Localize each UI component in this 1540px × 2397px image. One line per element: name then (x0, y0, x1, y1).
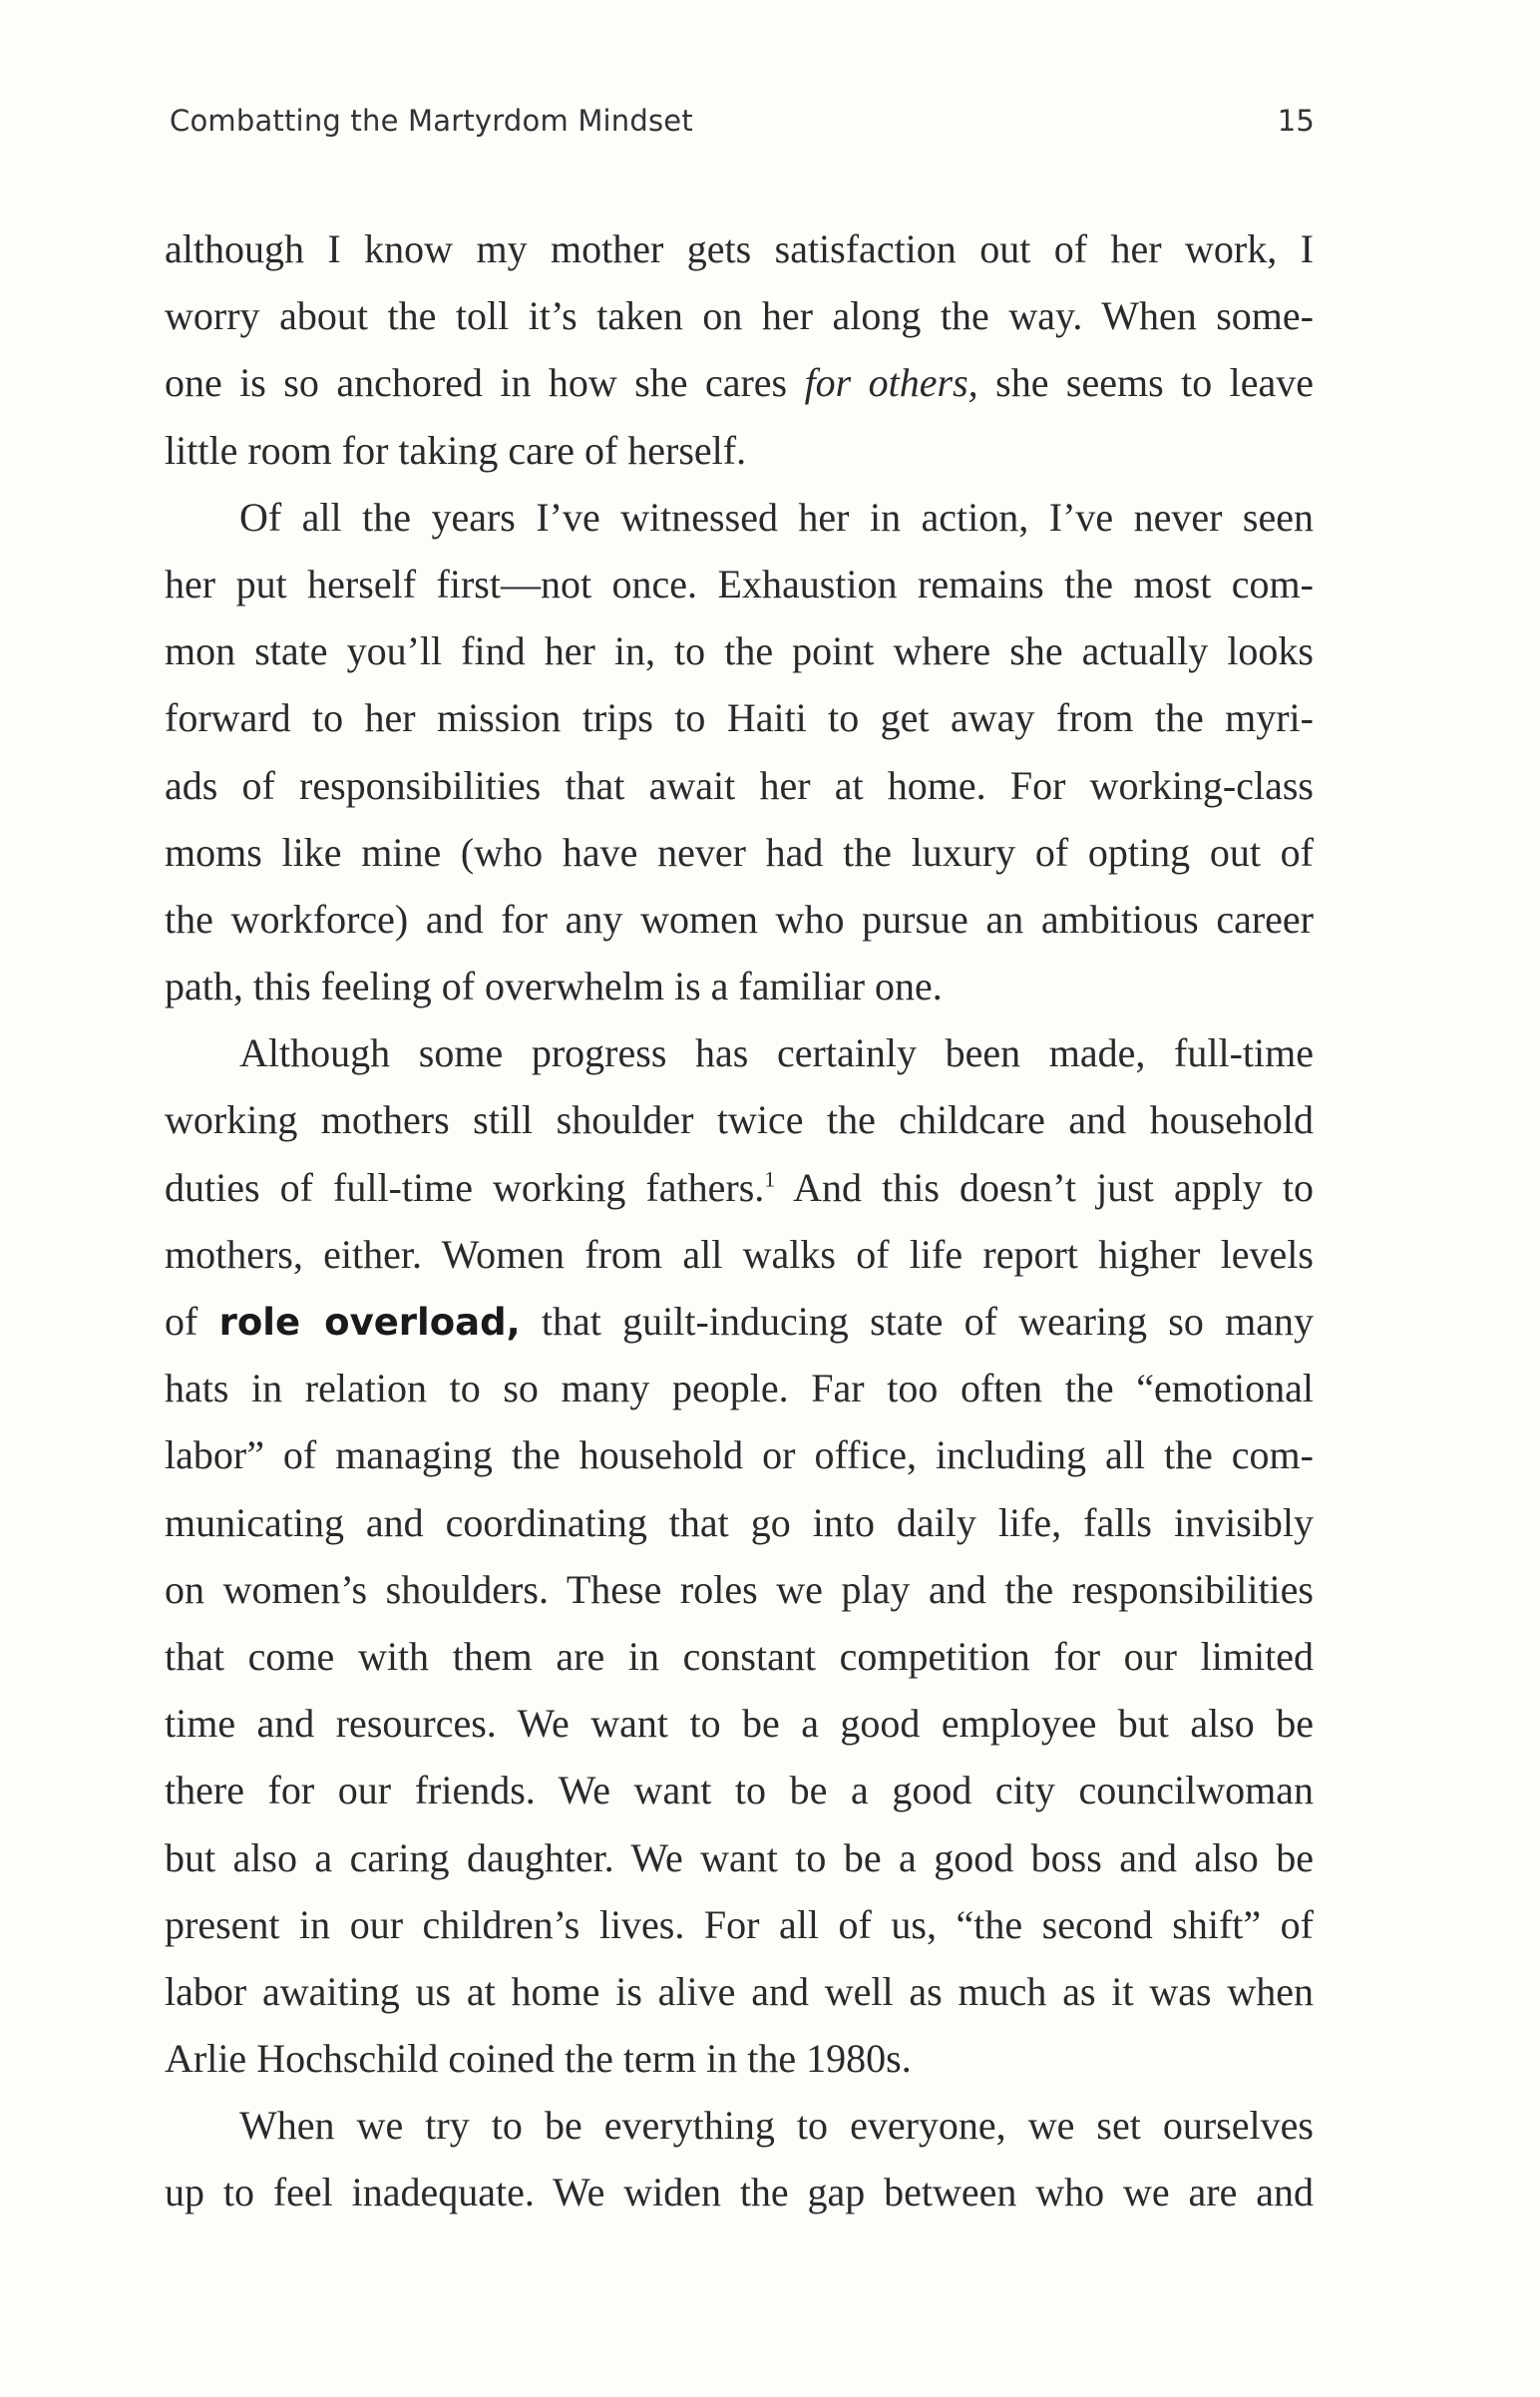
text-line: but also a caring daughter. We want to be a good boss and also be (165, 1834, 1314, 1880)
text-line: there for our friends. We want to be a good city councilwoman (165, 1768, 1314, 1813)
footnote-ref[interactable]: 1 (764, 1166, 776, 1192)
text-line: the workforce) and for any women who pursue an ambitious career (165, 896, 1314, 942)
text-line: time and resources. We want to be a good employee but also be (165, 1701, 1314, 1747)
text-line: although I know my mother gets satisfaction out of her work, I (165, 226, 1314, 271)
italic-emphasis: for others, (804, 360, 978, 406)
text-line: present in our children’s lives. For all of us, “the second shift” of (165, 1901, 1314, 1947)
text-run: And this doesn’t just apply to (775, 1164, 1314, 1210)
text-line: When we try to be everything to everyone, we set ourselves (239, 2103, 1314, 2149)
text-line: ads of responsibilities that await her at home. For working-class (165, 762, 1314, 808)
text-run: duties of full-time working fathers. (165, 1164, 765, 1210)
text-line: mothers, either. Women from all walks of life report higher levels (165, 1231, 1314, 1277)
text-line: mon state you’ll find her in, to the point where she actually looks (165, 628, 1314, 674)
text-run: one is so anchored in how she cares (165, 360, 805, 406)
text-line: up to feel inadequate. We widen the gap between who we are and (165, 2170, 1314, 2215)
body-text (165, 215, 1314, 2226)
text-line: labor awaiting us at home is alive and well as much as it was when (165, 1968, 1314, 2014)
text-line (165, 1288, 1314, 1355)
key-term: role overload, (218, 1301, 521, 1344)
text-line: on women’s shoulders. These roles we play and the responsibilities (165, 1566, 1314, 1612)
text-line: municating and coordinating that go into daily life, falls invisibly (165, 1499, 1314, 1545)
text-line: path, this feeling of overwhelm is a familiar one. (165, 964, 943, 1009)
text-line: hats in relation to so many people. Far too often the “emotional (165, 1366, 1314, 1411)
text-line: labor” of managing the household or office, including all the com- (165, 1432, 1314, 1478)
text-line: little room for taking care of herself. (165, 427, 747, 473)
page-number: 15 (1277, 104, 1315, 138)
text-line: Although some progress has certainly been made, full-time (239, 1030, 1314, 1076)
text-line: worry about the toll it’s taken on her along the way. When some- (165, 293, 1314, 339)
text-line: moms like mine (who have never had the luxury of opting out of (165, 829, 1314, 875)
text-line: Arlie Hochschild coined the term in the 1980s. (165, 2036, 912, 2082)
running-head (170, 96, 1315, 146)
text-line: that come with them are in constant competition for our limited (165, 1633, 1314, 1679)
text-line: Of all the years I’ve witnessed her in action, I’ve never seen (239, 494, 1314, 540)
text-line (165, 349, 1314, 416)
text-line: working mothers still shoulder twice the childcare and household (165, 1097, 1314, 1143)
text-line (165, 1154, 1314, 1221)
text-run: she seems to leave (977, 360, 1314, 406)
running-title: Combatting the Martyrdom Mindset (170, 104, 693, 138)
text-run: of (165, 1299, 219, 1344)
text-line: her put herself first—not once. Exhaustion remains the most com- (165, 561, 1314, 606)
text-line: forward to her mission trips to Haiti to get away from the myri- (165, 695, 1314, 741)
text-run: that guilt-inducing state of wearing so many (520, 1299, 1314, 1344)
